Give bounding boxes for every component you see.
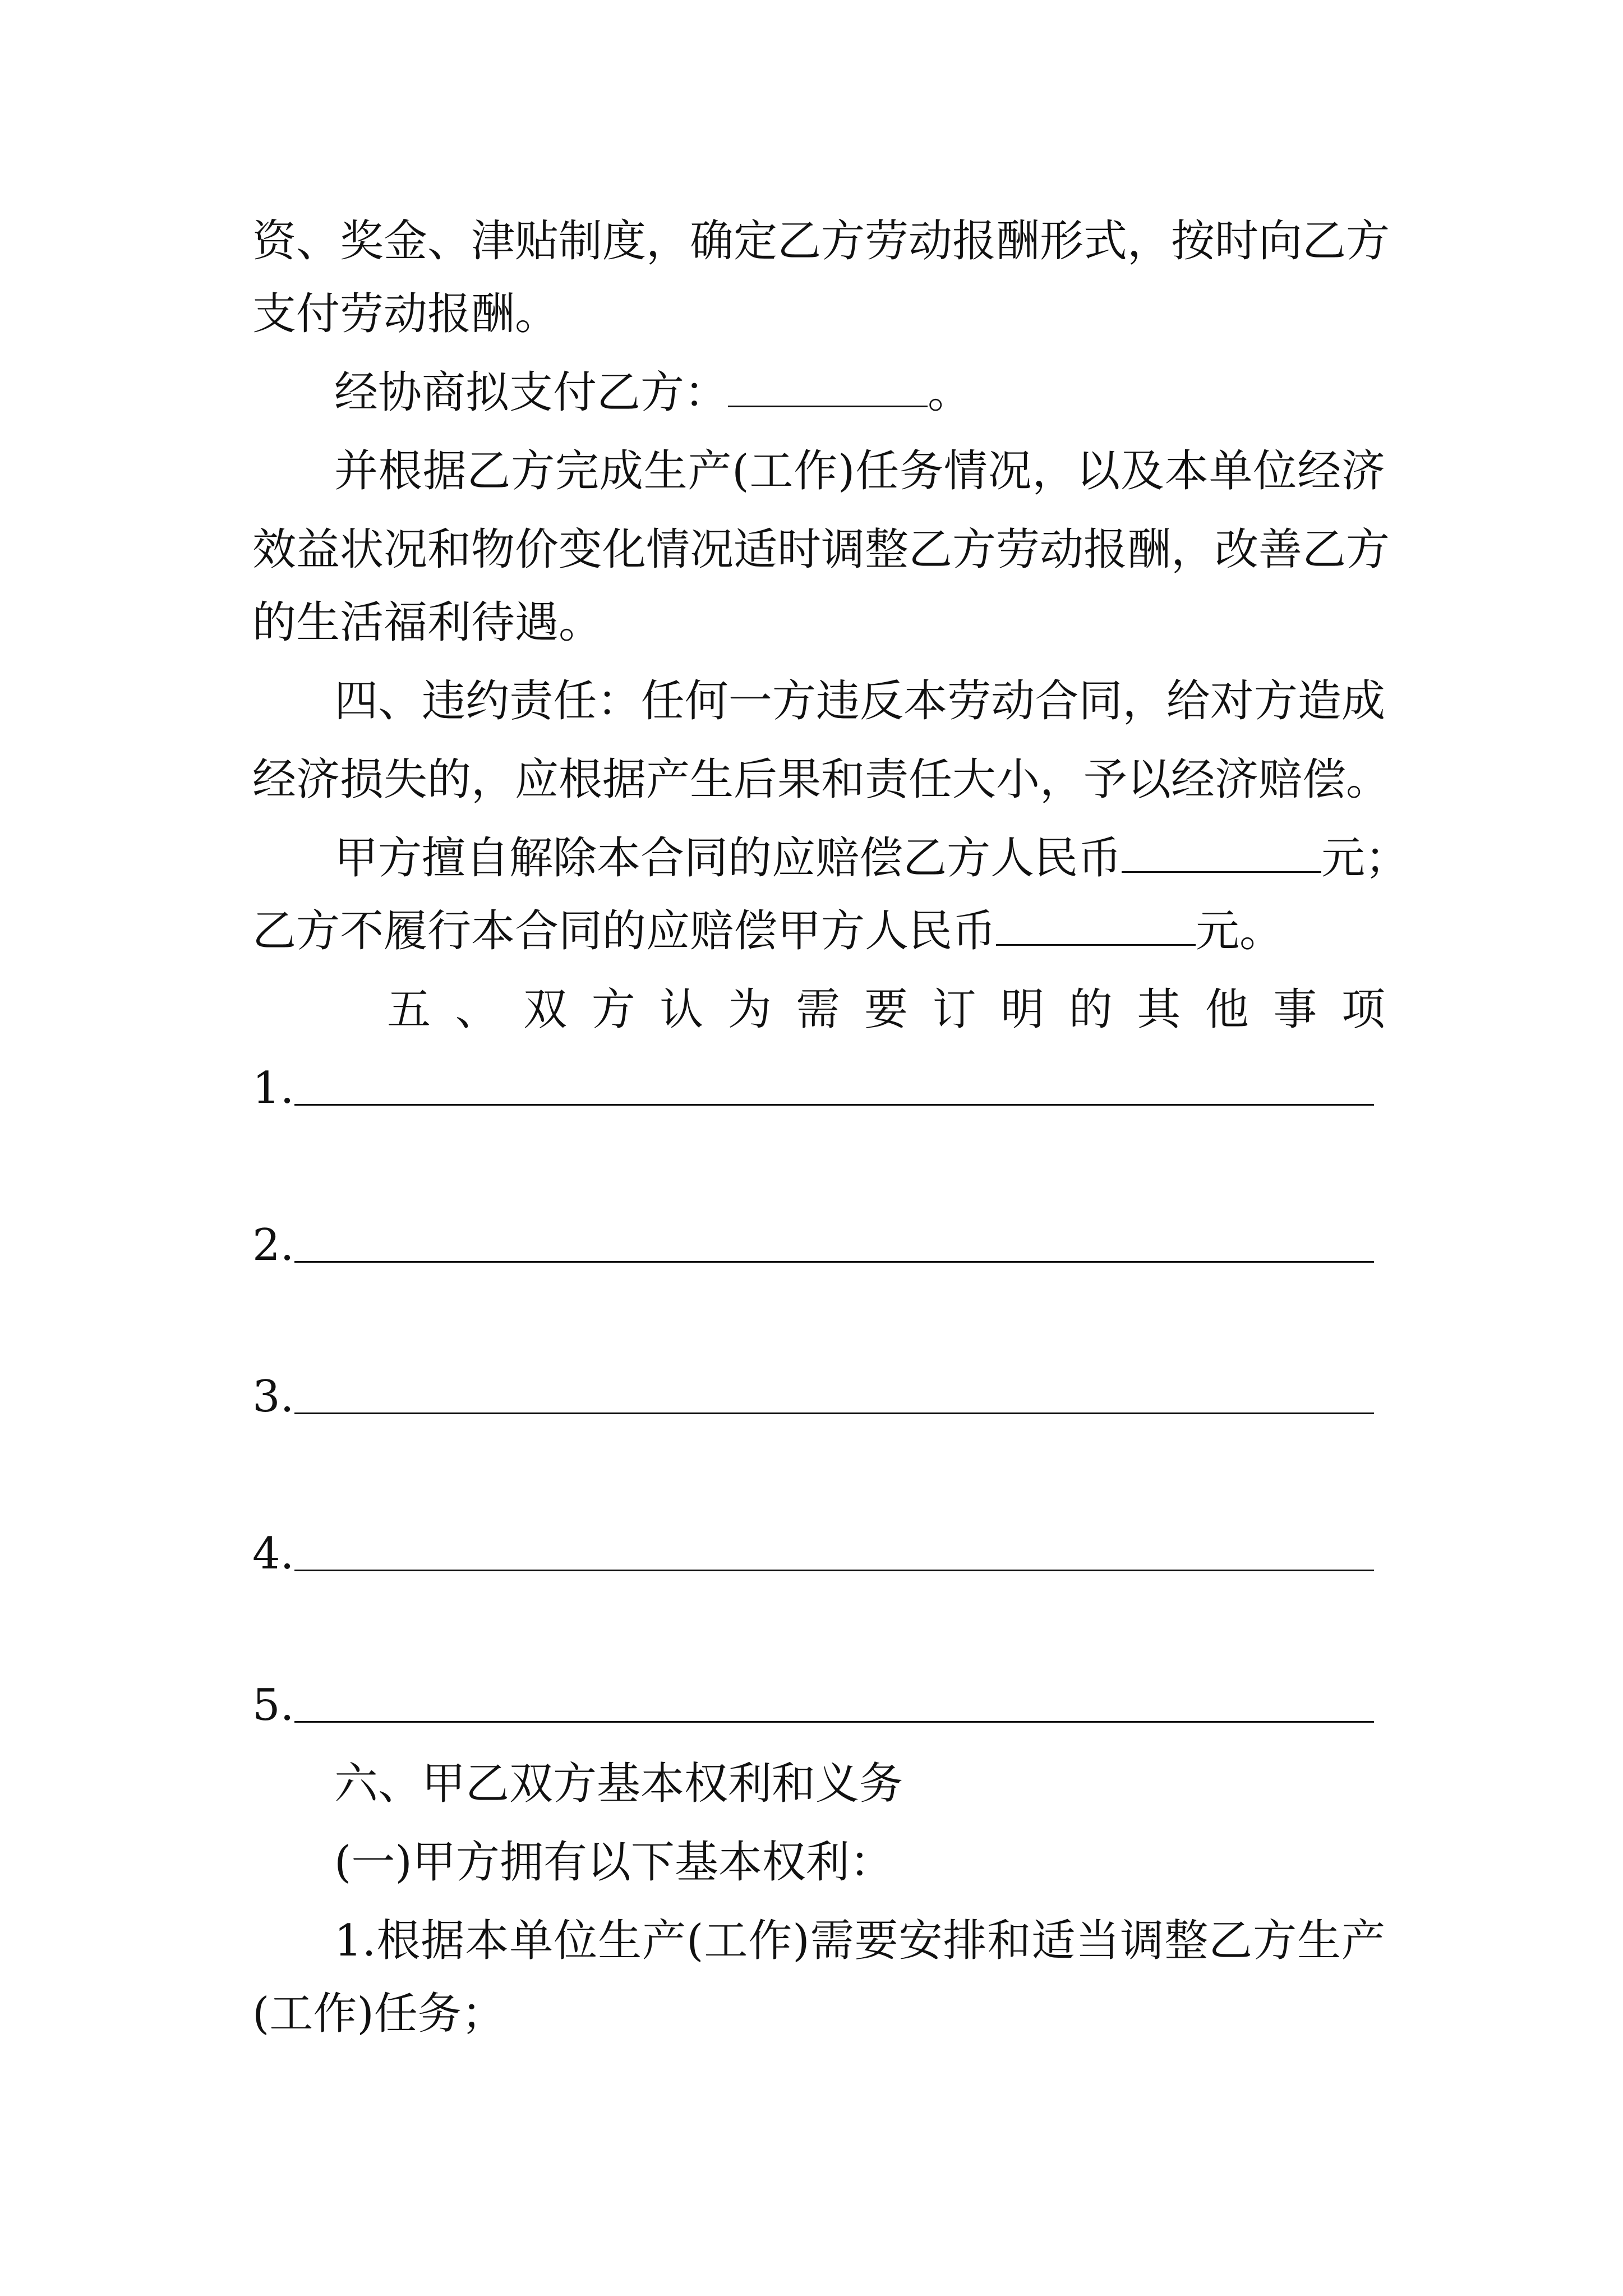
party-a-compensation-unit: 元； <box>1321 833 1409 884</box>
section-6-title: 六、甲乙双方基本权利和义务 <box>334 1759 903 1809</box>
wages-line-2: 支付劳动报酬。 <box>252 289 559 339</box>
party-a-compensation-label: 甲方擅自解除本合同的应赔偿乙方人民币 <box>334 833 1122 884</box>
section-6-subtitle: (一)甲方拥有以下基本权利： <box>334 1837 893 1888</box>
compensation-line-1 <box>334 830 1409 886</box>
item-number: 5. <box>252 1680 294 1731</box>
party-b-compensation-blank[interactable] <box>996 907 1196 946</box>
adjust-line-2: 效益状况和物价变化情况适时调整乙方劳动报酬，改善乙方 <box>252 524 1390 575</box>
item-fill-blank[interactable] <box>294 1412 1374 1414</box>
other-matter-item <box>252 1369 1385 1425</box>
right-1-line-2: (工作)任务； <box>252 1989 505 2039</box>
item-fill-blank[interactable] <box>294 1721 1374 1723</box>
liability-line-1: 四、违约责任：任何一方违反本劳动合同，给对方造成 <box>334 676 1385 726</box>
pay-amount-blank[interactable] <box>728 369 928 407</box>
adjust-line-1: 并根据乙方完成生产(工作)任务情况，以及本单位经济 <box>334 446 1385 496</box>
right-1-line-1: 1.根据本单位生产(工作)需要安排和适当调整乙方生产 <box>334 1916 1385 1966</box>
other-matter-item <box>252 1217 1385 1273</box>
item-number: 4. <box>252 1529 294 1579</box>
item-number: 1. <box>252 1063 294 1114</box>
party-a-compensation-blank[interactable] <box>1122 834 1321 873</box>
item-fill-blank[interactable] <box>294 1104 1374 1106</box>
pay-label: 经协商拟支付乙方： <box>334 367 728 418</box>
item-number: 2. <box>252 1220 294 1271</box>
item-number: 3. <box>252 1372 294 1422</box>
other-matter-item <box>252 1677 1385 1733</box>
item-fill-blank[interactable] <box>294 1261 1374 1263</box>
party-b-compensation-unit: 元。 <box>1196 906 1284 956</box>
other-matter-item <box>252 1060 1385 1116</box>
liability-line-2: 经济损失的，应根据产生后果和责任大小，予以经济赔偿。 <box>252 754 1390 805</box>
compensation-line-2 <box>252 903 1385 959</box>
adjust-line-3: 的生活福利待遇。 <box>252 597 603 648</box>
pay-suffix: 。 <box>928 367 972 418</box>
party-b-compensation-label: 乙方不履行本合同的应赔偿甲方人民币 <box>252 906 997 956</box>
item-fill-blank[interactable] <box>294 1570 1374 1571</box>
other-matter-item <box>252 1526 1385 1582</box>
pay-paragraph <box>334 365 1385 421</box>
wages-line-1: 资、奖金、津贴制度，确定乙方劳动报酬形式，按时向乙方 <box>252 216 1390 266</box>
section-5-title: 五、双方认为需要订明的其他事项 <box>387 984 1385 1035</box>
